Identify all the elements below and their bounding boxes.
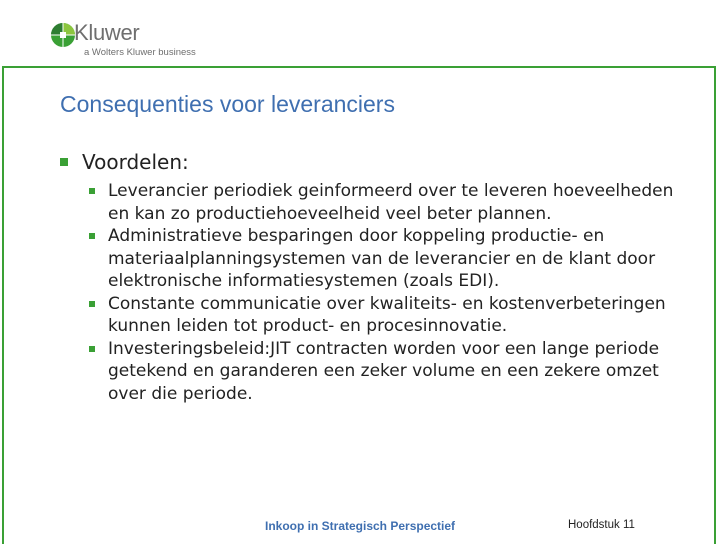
list-item-text: Constante communicatie over kwaliteits- en kostenverbeteringen kunnen leiden tot product- en procesinnovatie.	[108, 293, 666, 336]
kluwer-logo-icon	[50, 22, 76, 48]
list-item	[87, 293, 687, 338]
square-bullet-icon	[89, 301, 95, 307]
square-bullet-icon	[89, 346, 95, 352]
list-item-text: Investeringsbeleid:JIT contracten worden voor een lange periode getekend en garanderen een zeker volume en een zekere omzet over die periode.	[108, 338, 660, 404]
slide-title: Consequenties voor leveranciers	[60, 91, 395, 117]
main-bullet-text: Voordelen:	[82, 150, 189, 174]
sub-bullet-list	[87, 180, 687, 405]
list-item-text: Administratieve besparingen door koppeling productie- en materiaalplanningsystemen van de leverancier en de klant door elektronische informatiesystemen (zoals EDI).	[108, 226, 656, 291]
list-item-text: Leverancier periodiek geinformeerd over te leveren hoeveelheden en kan zo productiehoeveelheid veel beter plannen.	[108, 181, 674, 224]
square-bullet-icon	[89, 188, 95, 194]
footer-title: Inkoop in Strategisch Perspectief	[265, 519, 456, 533]
header	[0, 0, 720, 66]
main-bullet	[60, 150, 189, 174]
footer-chapter: Hoofdstuk 11	[568, 519, 635, 531]
logo-name: Kluwer	[74, 20, 140, 45]
logo-tagline: a Wolters Kluwer business	[84, 47, 196, 58]
list-item	[87, 225, 687, 293]
list-item	[87, 338, 687, 406]
list-item	[87, 180, 687, 225]
square-bullet-icon	[89, 233, 95, 239]
square-bullet-icon	[60, 158, 68, 166]
